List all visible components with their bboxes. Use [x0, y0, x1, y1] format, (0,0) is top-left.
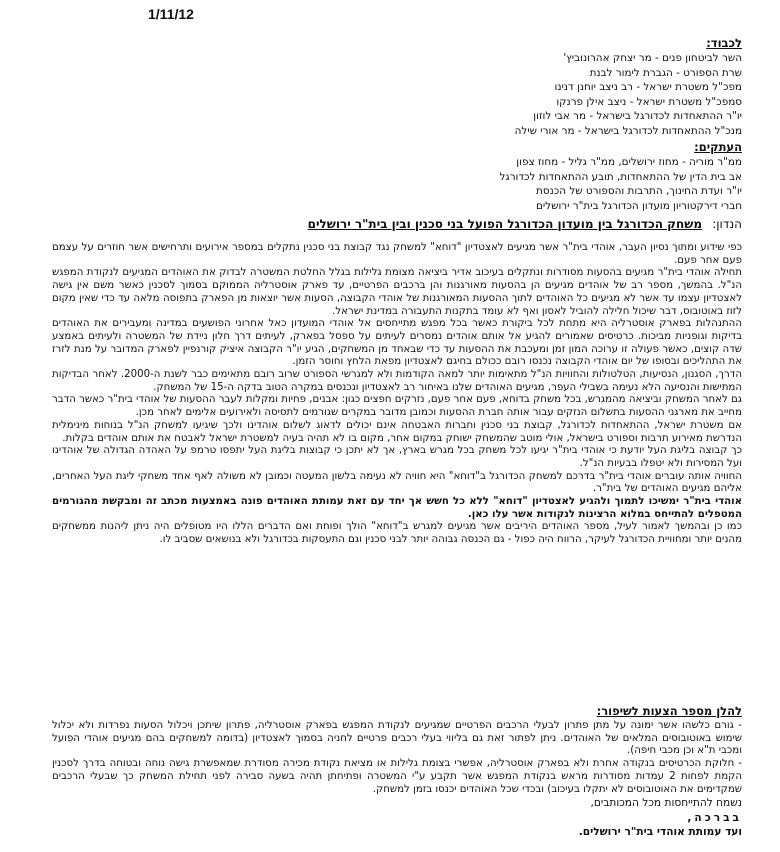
closing-line: נשמח להתייחסות מכל המכותבים, [590, 797, 742, 809]
suggestion-item: - גורם כלשהו אשר ימונה על מתן פתרון לבעלי הרכבים הפרטיים שמגיעים לנקודת המפגש בפארק אוסטרליה, פתרון שיתכן ויכלול הסעות נפרדות ולא יכלול שימוש באוטובוסים המלאים של האוהדים. ניתן לפתור זאת גם בליווי בעלי רכבים פרטיים לחניה בסמוך לאצטדיון (בדומה למשחקים בהם מגיעים אוהדי הפועל ומכבי ת"א וכן מכבי חיפה). [52, 720, 742, 757]
suggestions-block [52, 704, 742, 796]
body-paragraph: גם לאחר המשחק וביציאה מהמגרש, בכל משחק בדוחא, פעם אחר פעם, נזרקים חפצים כגון: אבנים, פחיות ומקלות לעבר ההסעות של אוהדי בית"ר כאשר הדבר מחייב את מארגני ההסעות בתשלום הנזקים עבור אותה חברת ההסעות וכמובן מדובר במקרים שגורמים לתסיסה ולאירועים אלימים לאחר מכן. [52, 394, 742, 419]
recipient-line: מנכ"ל ההתאחדות לכדורגל בישראל - מר אורי שילה [514, 124, 742, 137]
closing-block [342, 796, 742, 840]
recipient-line: השר לביטחון פנים - מר יצחק אהרונוביץ' [563, 52, 742, 64]
cc-line: ממ"ר מוריה - מחוז ירושלים, ממ"ר גליל - מחוז צפון [516, 156, 742, 168]
suggestions-heading: להלן מספר הצעות לשיפור: [596, 704, 742, 718]
recipient-line: שרת הספורט - הגברת לימור לבנת [589, 66, 742, 79]
recipient-line: יו"ר ההתאחדות לכדורגל בישראל - מר אבי לוזון [533, 110, 742, 123]
recipients-block [515, 36, 742, 139]
closing-greeting: בברכה, [687, 811, 742, 824]
body-paragraph: כמו כן ובהמשך לאמור לעיל, מספר האוהדים היריבים אשר מגיעים למגרש ב"דוחא" הולך ופוחת ואם הדברים הללו היו מטופלים היה ניתן ליהנות ממשחקים מהנים יותר ומחוויית הכדורגל לעיקר, הרווח היה כפול - גם הכנסה גבוהה יותר לבני סכנין וגם התעסקות בכדורגל ולא בנושאים שסביב לו. [52, 521, 742, 546]
body-paragraph: הדרך, הסגנון, הנסיעות, הטלטולות והחוויות הנ"ל מתאימות יותר למאה הקודמות ולא למגרשי הספורט שרוב רובם מתאימים כבר לשנת ה-2000. לאחר הבדיקות המתישות והנסיעה הלא נעימה בשבילי העפר, מגיעים האוהדים שלנו באיחור רב לאצטדיון ונכנסים במקרה הטוב בדקה ה-15 של המשחק. [52, 369, 742, 393]
body-bold-paragraph: אוהדי בית"ר ימשיכו לתמוך ולהגיע לאצטדיון "דוחא" ללא כל חשש אך יחד עם זאת עמותת האוהדים פונה באמצעות מכתב זה ומבקשת מהגורמים המטפלים להתייחס במלוא הרצינות לנקודות אשר עלו כאן. [52, 496, 742, 520]
subject-label: הנדון: [712, 217, 742, 231]
cc-line: חברי דירקטוריון מועדון הכדורגל בית"ר ירושלים [535, 199, 742, 212]
cc-heading: העתקים: [694, 140, 742, 154]
body-paragraph: כפי שידוע ומתוך נסיון העבר, אוהדי בית"ר אשר מגיעים לאצטדיון "דוחא" למשחק נגד קבוצת בני סכנין נתקלים במספר אירועים ותרחישים אשר חוזרים על עצמם פעם אחר פעם. [52, 242, 742, 266]
recipients-heading: לכבוד: [706, 36, 742, 50]
body-paragraph: אם משטרת ישראל, ההתאחדות לכדורגל, קבוצת בני סכנין וחברות האבטחה אינם יכולים לדאוג לשלום אוהדינו ולכך שיגיעו למשחק הנ"ל בנוחות מינימלית הנדרשת מאירוע תרבות וספורט בישראל, אולי מוטב שהמשחק ישוחק במקום אחר, מקום בו לא תהיה בעיה למשטרת ישראל לאבטח את אותם אוהדים בקלות. [52, 419, 742, 444]
recipient-line: מפכ"ל משטרת ישראל - רב ניצב יוחנן דנינו [554, 81, 742, 94]
cc-block [500, 140, 743, 213]
subject-line [302, 216, 742, 232]
letter-body [52, 242, 742, 547]
subject-title: משחק הכדורגל בין מועדון הכדורגל הפועל בני סכנין ובין בית"ר ירושלים [307, 217, 703, 231]
body-paragraph: החוויה אותה עוברים אוהדי בית"ר בדרכם למשחק הכדורגל ב"דוחא" היא חוויה לא נעימה בלשון המעטה וכמובן לא משולה לאף אחד משחקי ליגת העל האחרים, אליהם מגיעים האוהדים של בית"ר. [52, 470, 742, 495]
cc-line: יו"ר ועדת החינוך, התרבות והספורט של הכנסת [536, 185, 742, 198]
body-paragraph: תחילה אוהדי בית"ר מגיעים בהסעות מסודרות ונתקלים בעיכוב אדיר ביציאה מצומת גלילות בגלל החלטת המשטרה לבדוק את האוהדים המגיעים לנקודת המפגש הנ"ל. בהמשך, מספר רב של אוהדים מגיעים הן בהסעות מאורגנות והן ברכבים הפרטיים, עד פארק אוסטרליה הממוקם בסמוך לסכנין כאשר משם אין גישה לאצטדיון עצמו עד אשר לא מגיעים כל האוהדים לתוך ההסעות המאורגנות של אוהדי הקבוצה, הסעות אשר יוצאות מן הפארק בתפוסה מלאה עד כדי שאין מקום לזוז באוטובוס, דבר שיכול חלילה להוביל לאסון ואף לא עומד בתקנות התעבורה במדינת ישראל. [52, 267, 742, 317]
closing-signature: ועד עמותת אוהדי בית"ר ירושלים. [578, 826, 742, 838]
recipient-line: סמפכ"ל משטרת ישראל - ניצב אילן פרנקו [556, 95, 742, 108]
letter-date: 1/11/12 [148, 6, 194, 22]
cc-line: אב בית הדין של ההתאחדות, תובע ההתאחדות לכדורגל [499, 170, 742, 183]
body-paragraph: ההתנהלות בפארק אוסטרליה היא מתחת לכל ביקורת כאשר בכל מפגש מתייחסים אל אוהדי המועדון כאל אחרוני הפושעים במדינה ומעבירים את האוהדים בדיקות וגופניות מביכות. כרטיסים שאמורים להגיע אל אותם אוהדים נמסרים לעיתים על ספסל בפארק, לעיתים דרך חלון ניידת של המשטרה ולעיתים באמצע שדה קוצים, כאשר פעולה זו ערוכה המון זמן ומעכבת את ההסעות עד כדי שבאחד מן המשחקים, הגיע יו"ר הקבוצה איציק קורנפיין לפארק המדובר על מנת לזרז את התהליכים ובסופו של יום אוהדי הקבוצה נכנסו רובם ככולם בחיגם לאצטדיון מפאת הלחץ וחוסר הזמן. [52, 318, 742, 368]
suggestion-item: - חלוקת הכרטיסים בנקודה אחרת ולא בפארק אוסטרליה, אפשרי בצומת גלילות או מציאת נקודת מכירה מסודרת שמאפשרת גישה נוחה ובטוחה בדרך לסכנין הקמת לפחות 2 עמדות מסודרות מראש בנקודת המפגש אשר תקבע ע"י המשטרה ופתיחתן תהיה בשעה סבירה לפני תחילת המשחק כך שבעלי הרכבים שמקדימים את האוטובוסים לא יתקלו בעיכוב) ובכדי שכל האוהדים יכנסו בזמן למשחק. [52, 758, 743, 795]
body-paragraph: כך קבוצה בליגת העל יודעת כי אוהדי בית"ר יגיעו לכל משחק בכל מגרש בארץ, אך לא יתכן כי קבוצות בליגת העל יתפסו טרמפ על האהדה הגדולה של אוהדינו ועל המסירות ולא יטפלו בבעיות הנ"ל. [52, 445, 742, 469]
